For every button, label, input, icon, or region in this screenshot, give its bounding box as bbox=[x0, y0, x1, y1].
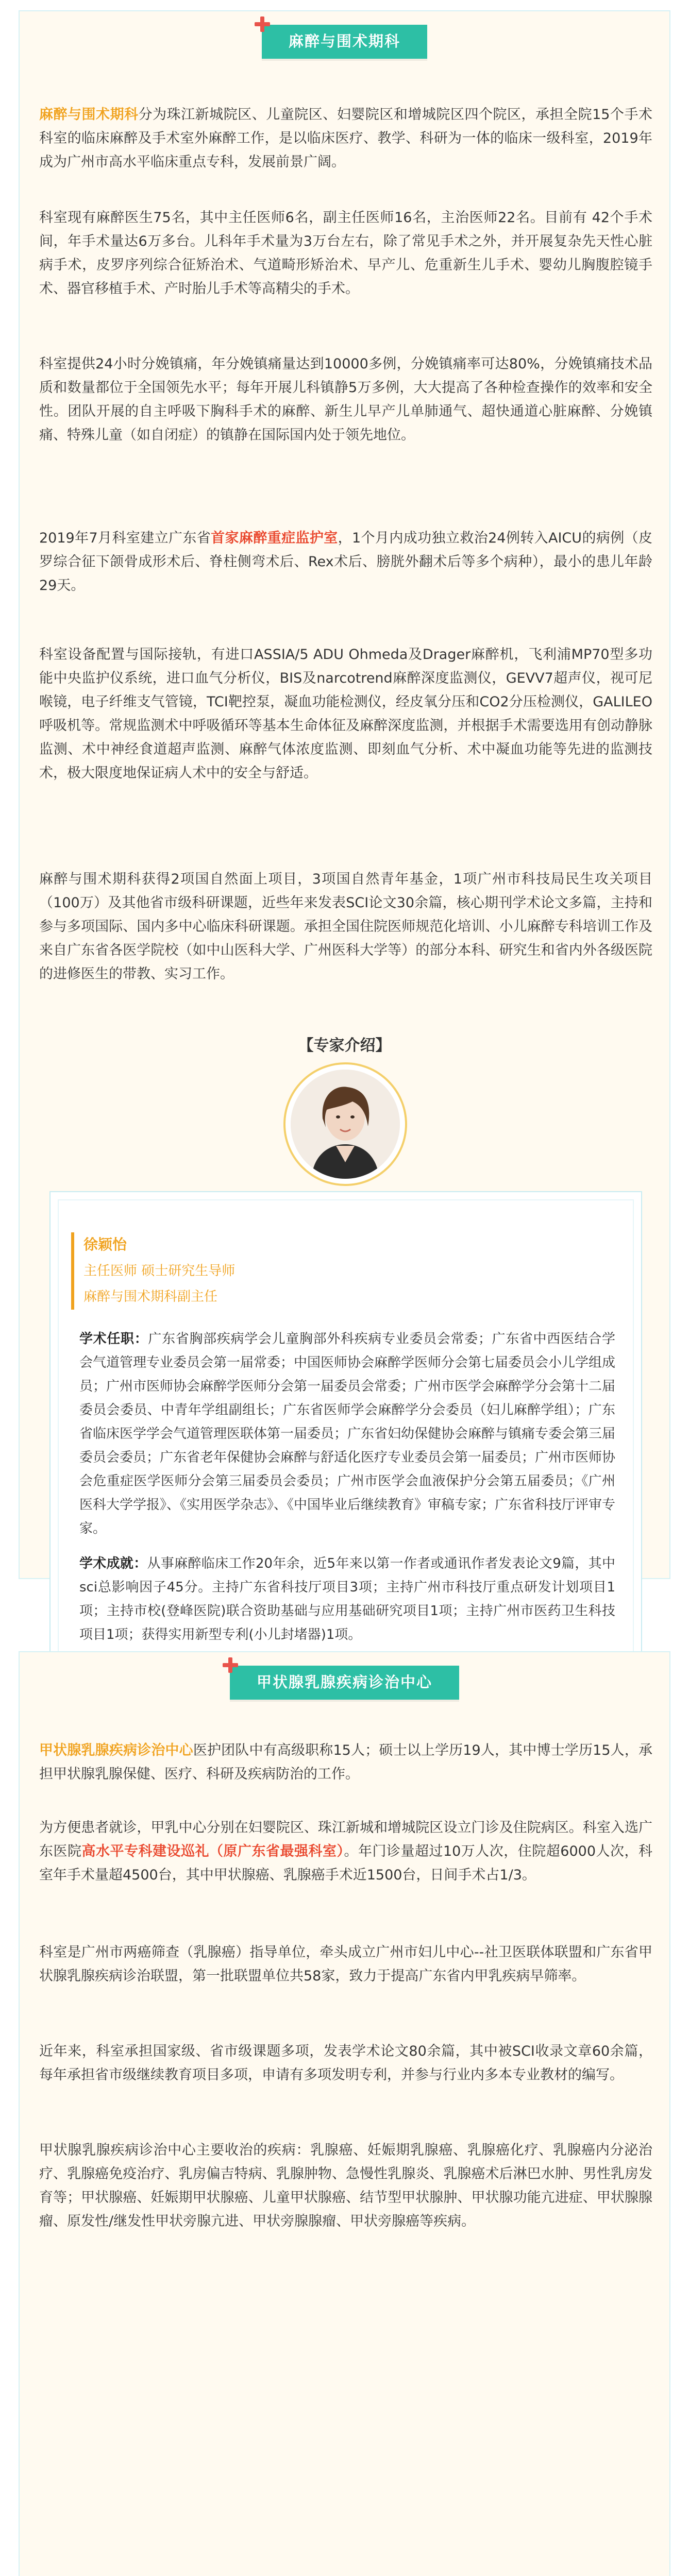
portrait-illustration bbox=[291, 1070, 400, 1179]
banner-wrap bbox=[20, 25, 669, 59]
staff-paragraph: 科室现有麻醉医生75名，其中主任医师6名，副主任医师16名，主治医师22名。目前有 42个手术间，年手术量达6万多台。儿科年手术量为3万台左右，除了常见手术之外，并开展复杂先天性心脏病手术，皮罗序列综合征矫治术、气道畸形矫治术、早产儿、危重新生儿手术、婴幼儿胸腹腔镜手术、器官移植手术、产时胎儿手术等高精尖的手术。 bbox=[39, 210, 652, 297]
expert-achievements: 学术成就：从事麻醉临床工作20年余，近5年来以第一作者或通讯作者发表论文9篇，其中sci总影响因子45分。主持广东省科技厅项目3项；主持广州市科技厅重点研发计划项目1项；主持市校(登峰医院)联合资助基础与应用基础研究项目1项；主持广州市医药卫生科技项目1项；获得实用新型专利(小儿封堵器)1项。 bbox=[79, 1556, 615, 1642]
expert-title-1: 主任医师 硕士研究生导师 bbox=[83, 1263, 236, 1279]
expert-avatar bbox=[283, 1062, 407, 1186]
expert-heading: 【专家介绍】 bbox=[298, 1037, 391, 1055]
aicu-highlight: 首家麻醉重症监护室 bbox=[211, 530, 338, 546]
department-name-highlight: 麻醉与围术期科 bbox=[39, 107, 139, 123]
name-accent-bar bbox=[71, 1232, 74, 1310]
research-paragraph: 麻醉与围术期科获得2项国自然面上项目，3项国自然青年基金，1项广州市科技局民生攻关项目（100万）及其他省市级科研课题，近些年来发表SCI论文30余篇，核心期刊学术论文多篇，主持和参与多项国际、国内多中心临床科研课题。承担全国住院医师规范化培训、小儿麻醉专科培训工作及来自广东省各医学院校（如中山医科大学、广州医科大学等）的部分本科、研究生和省内外各级医院的进修医生的带教、实习工作。 bbox=[39, 871, 652, 982]
equipment-paragraph: 科室设备配置与国际接轨，有进口ASSIA/5 ADU Ohmeda及Drager麻醉机，飞利浦MP70型多功能中央监护仪系统，进口血气分析仪，BIS及narcotrend麻醉深度监测仪，GEVV7超声仪，视可尼喉镜，电子纤维支气管镜，TCI靶控泵，凝血功能检测仪，经皮氧分压和CO2分压检测仪，GALILEO呼吸机等。常规监测术中呼吸循环等基本生命体征及麻醉深度监测，并根据手术需要选用有创动静脉监测、术中神经食道超声监测、麻醉气体浓度监测、即刻血气分析、术中凝血功能等先进的监测技术，极大限度地保证病人术中的安全与舒适。 bbox=[39, 647, 652, 781]
banner-title: 甲状腺乳腺疾病诊治中心 bbox=[256, 1673, 432, 1691]
intro-paragraph bbox=[39, 103, 652, 174]
banner-title: 麻醉与围术期科 bbox=[288, 32, 400, 50]
section-banner-anesthesia bbox=[262, 25, 427, 59]
medical-cross-icon bbox=[255, 16, 270, 32]
labor-analgesia-paragraph: 科室提供24小时分娩镇痛，年分娩镇痛量达到10000多例，分娩镇痛率可达80%，分娩镇痛技术品质和数量都位于全国领先水平；每年开展儿科镇静5万多例，大大提高了各种检查操作的效率和安全性。团队开展的自主呼吸下胸科手术的麻醉、新生儿早产儿单肺通气、超快通道心脏麻醉、分娩镇痛、特殊儿童（如自闭症）的镇静在国际国内处于领先地位。 bbox=[39, 356, 652, 443]
center-research-paragraph: 近年来，科室承担国家级、省市级课题多项，发表学术论文80余篇，其中被SCI收录文章60余篇，每年承担省市级继续教育项目多项，申请有多项发明专利，并参与行业内多本专业教材的编写。 bbox=[39, 2043, 652, 2083]
department-card-anesthesia bbox=[19, 10, 670, 1642]
intro-text: 分为珠江新城院区、儿童院区、妇婴院区和增城院区四个院区，承担全院15个手术科室的临床麻醉及手术室外麻醉工作，是以临床医疗、教学、科研为一体的临床一级科室，2019年成为广州市高水平临床重点专科，发展前景广阔。 bbox=[39, 107, 652, 170]
screening-paragraph: 科室是广州市两癌筛查（乳腺癌）指导单位，牵头成立广州市妇儿中心--社卫医联体联盟和广东省甲状腺乳腺疾病诊治联盟，第一批联盟单位共58家，致力于提高广东省内甲乳疾病早筛率。 bbox=[39, 1944, 652, 1984]
diseases-paragraph: 甲状腺乳腺疾病诊治中心主要收治的疾病：乳腺癌、妊娠期乳腺癌、乳腺癌化疗、乳腺癌内分泌治疗、乳腺癌免疫治疗、乳房偏吉特病、乳腺肿物、急慢性乳腺炎、乳腺癌术后淋巴水肿、男性乳房发育等；甲状腺癌、妊娠期甲状腺癌、儿童甲状腺癌、结节型甲状腺肿、甲状腺功能亢进症、甲状腺腺瘤、原发性/继发性甲状旁腺亢进、甲状旁腺腺瘤、甲状旁腺癌等疾病。 bbox=[39, 2142, 652, 2229]
center-intro-paragraph: 甲状腺乳腺疾病诊治中心医护团队中有高级职称15人；硕士以上学历19人，其中博士学历15人，承担甲状腺乳腺保健、医疗、科研及疾病防治的工作。 bbox=[39, 1742, 652, 1782]
aicu-paragraph: 2019年7月科室建立广东省首家麻醉重症监护室，1个月内成功独立救治24例转入AICU的病例（皮罗综合征下颌骨成形术后、脊柱侧弯术后、Rex术后、膀胱外翻术后等多个病种），最小的患儿年龄29天。 bbox=[39, 530, 652, 594]
banner-wrap bbox=[20, 1666, 669, 1700]
expert-title-2: 麻醉与围术期科副主任 bbox=[83, 1289, 218, 1304]
expert-name: 徐颖怡 bbox=[83, 1236, 127, 1253]
medical-cross-icon bbox=[223, 1657, 238, 1673]
expert-academic-posts: 学术任职：广东省胸部疾病学会儿童胸部外科疾病专业委员会常委；广东省中西医结合学会气道管理专业委员会第一届常委；中国医师协会麻醉学医师分会第七届委员会小儿学组成员；广州市医师协会麻醉学医师分会第一届委员会常委；广州市医学会麻醉学分会第十二届委员会委员、中青年学组副组长；广东省医师学会麻醉学分会委员（妇儿麻醉学组）；广东省临床医学学会气道管理医联体第一届委员；广东省妇幼保健协会麻醉与镇痛专委会第三届委员会委员；广东省老年保健协会麻醉与舒适化医疗专业委员会第一届委员；广州市医师协会危重症医学医师分会第三届委员会委员；广州市医学会血液保护分会第五届委员；《广州医科大学学报》、《实用医学杂志》、《中国毕业后继续教育》审稿专家；广东省科技厅评审专家。 bbox=[79, 1331, 616, 1536]
provincial-highlight: 高水平专科建设巡礼（原广东省最强科室） bbox=[81, 1843, 344, 1859]
section-banner-thyroid-breast bbox=[230, 1666, 459, 1700]
department-card-thyroid-breast bbox=[19, 1651, 670, 2576]
center-name-highlight: 甲状腺乳腺疾病诊治中心 bbox=[39, 1742, 193, 1758]
clinic-paragraph: 为方便患者就诊，甲乳中心分别在妇婴院区、珠江新城和增城院区设立门诊及住院病区。科室入选广东医院高水平专科建设巡礼（原广东省最强科室）。年门诊量超过10万人次，住院超6000人次，科室年手术量超4500台，其中甲状腺癌、乳腺癌手术近1500台，日间手术占1/3。 bbox=[39, 1820, 653, 1883]
expert-photo bbox=[291, 1070, 400, 1179]
